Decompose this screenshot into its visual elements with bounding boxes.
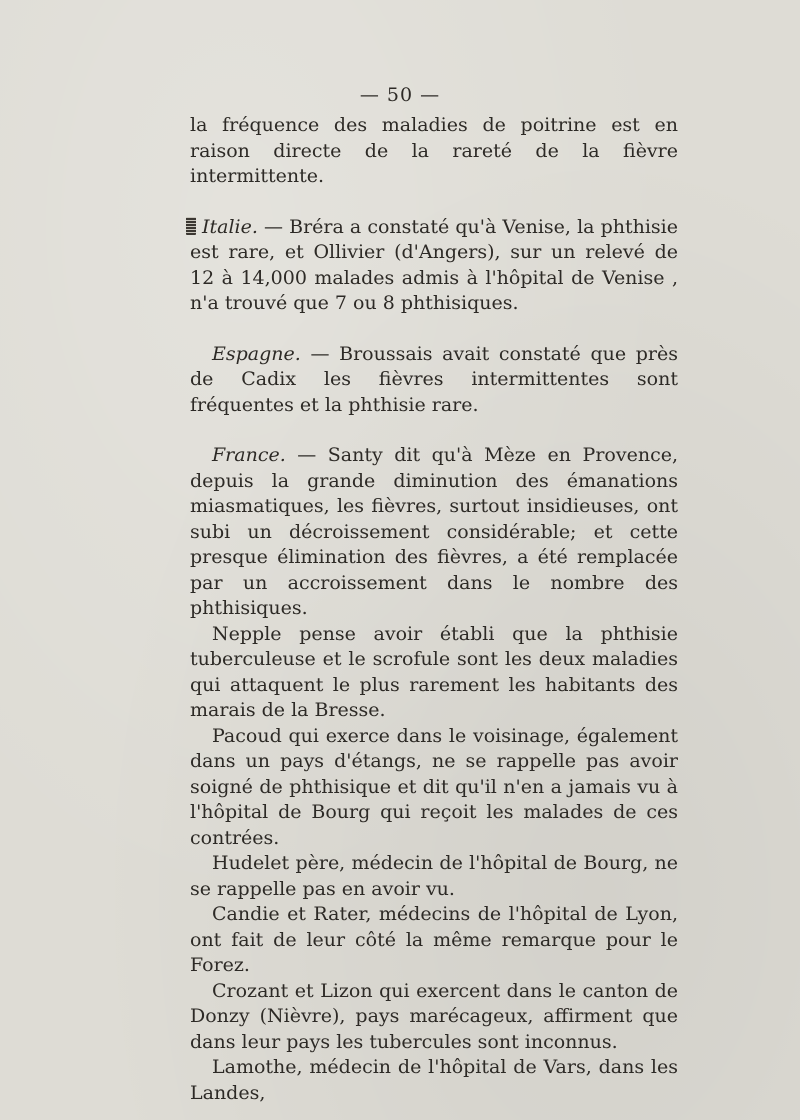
paragraph-crozant [190, 979, 678, 1056]
paragraph-1-text: la fréquence des maladies de poitrine est en raison directe de la rareté de la fièvre intermittente. [190, 114, 678, 187]
paragraph-1 [190, 113, 678, 190]
paragraph-crozant-text: Crozant et Lizon qui exercent dans le canton de Donzy (Nièvre), pays marécageux, affirment que dans leur pays les tubercules sont inconnus. [190, 979, 678, 1053]
paragraph-nepple [190, 622, 678, 724]
paragraph-espagne [190, 342, 678, 419]
page-number: — 50 — [359, 84, 441, 106]
section-heading-italie: Italie. [202, 215, 258, 238]
paragraph-france-text: — Santy dit qu'à Mèze en Provence, depuis la grande diminution des émanations miasmatiques, les fièvres, surtout insidieuses, ont subi un décroissement considérable; et cette presque élimination des fièvres, a été remplacée par un accroissement dans le nombre des phthisiques. [190, 444, 678, 619]
paragraph-lamothe [190, 1055, 678, 1106]
section-heading-france: France. [212, 444, 286, 466]
section-heading-espagne: Espagne. [212, 342, 301, 365]
paragraph-hudelet [190, 851, 678, 902]
paragraph-hudelet-text: Hudelet père, médecin de l'hôpital de Bourg, ne se rappelle pas en avoir vu. [190, 852, 678, 900]
paragraph-candie-text: Candie et Rater, médecins de l'hôpital de Lyon, ont fait de leur côté la même remarque pour le Forez. [190, 903, 678, 976]
paragraph-espagne-text: — Broussais avait constaté que près de Cadix les fièvres intermittentes sont fréquentes et la phthisie rare. [190, 342, 678, 416]
paragraph-italie-text: — Bréra a constaté qu'à Venise, la phthisie est rare, et Ollivier (d'Angers), sur un relevé de 12 à 14,000 malades admis à l'hôpital de Venise , n'a trouvé que 7 ou 8 phthisiques. [190, 215, 678, 314]
margin-mark-icon [186, 217, 196, 235]
paragraph-italie [190, 215, 678, 317]
paragraph-france [190, 443, 678, 622]
paragraph-candie [190, 902, 678, 979]
paragraph-pacoud [190, 724, 678, 852]
paragraph-nepple-text: Nepple pense avoir établi que la phthisie tuberculeuse et le scrofule sont les deux maladies qui attaquent le plus rarement les habitants des marais de la Bresse. [190, 622, 678, 721]
body-text [190, 113, 678, 1106]
paragraph-lamothe-text: Lamothe, médecin de l'hôpital de Vars, dans les Landes, [190, 1056, 678, 1104]
paragraph-pacoud-text: Pacoud qui exerce dans le voisinage, également dans un pays d'étangs, ne se rappelle pas avoir soigné de phthisique et dit qu'il n'en a jamais vu à l'hôpital de Bourg qui reçoit les malades de ces contrées. [190, 724, 678, 849]
